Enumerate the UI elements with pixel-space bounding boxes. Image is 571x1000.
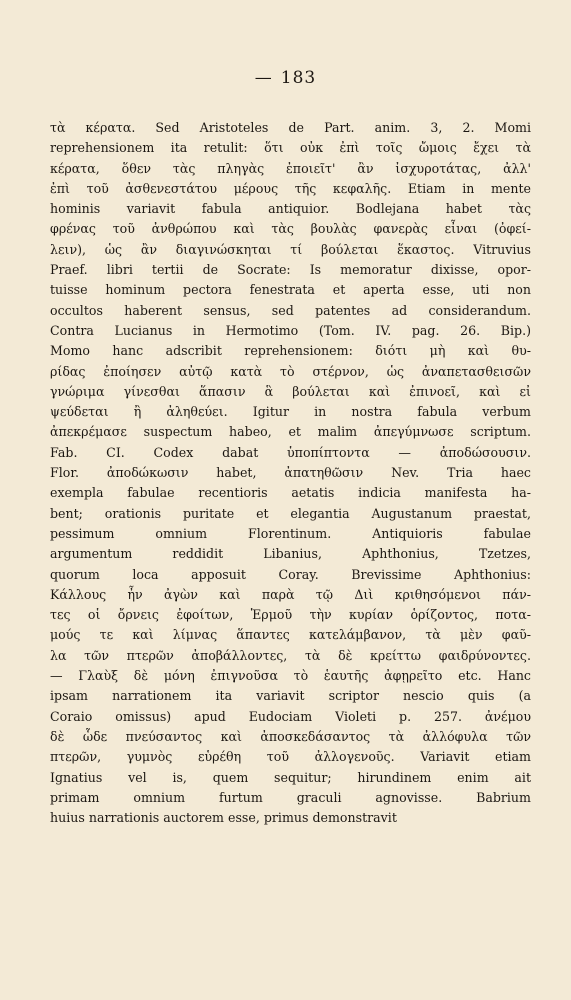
page-number-value: 183	[280, 68, 317, 88]
text-line: Praef. libri tertii de Socrate: Is memoratur dixisse, opor-	[50, 262, 531, 278]
text-line: hominis variavit fabula antiquior. Bodlejana habet τὰς	[50, 201, 531, 217]
text-line: τες οἱ ὄρνεις ἐφοίτων, Ἑρμοῦ τὴν κυρίαν ὁρίζοντος, ποτα-	[50, 607, 531, 623]
text-line: Ignatius vel is, quem sequitur; hirundinem enim ait	[50, 769, 531, 785]
text-line: λα τῶν πτερῶν ἀποβάλλοντες, τὰ δὲ κρείττω φαιδρύνοντες.	[50, 647, 531, 663]
text-line: λειν), ὡς ἂν διαγινώσκηται τί βούλεται ἕκαστος. Vitruvius	[50, 241, 531, 257]
page-number-dash: —	[254, 68, 273, 88]
text-line: Flor. ἀποδώκωσιν habet, ἀπατηθῶσιν Nev. Tria haec	[50, 465, 531, 481]
text-line: Coraio omissus) apud Eudociam Violeti p. 257. ἀνέμου	[50, 708, 531, 724]
text-line: Contra Lucianus in Hermotimo (Tom. IV. pag. 26. Bip.)	[50, 322, 531, 338]
text-line: κέρατα, ὅθεν τὰς πληγὰς ἐποιεῖτ' ἂν ἰσχυροτάτας, ἀλλ'	[50, 160, 531, 176]
text-line: Κάλλους ἦν ἀγὼν καὶ παρὰ τῷ Διὶ κριθησόμενοι πάν-	[50, 586, 531, 602]
text-line: μούς τε καὶ λίμνας ἅπαντες κατελάμβανον, τὰ μὲν φαῦ-	[50, 627, 531, 643]
text-line: τὰ κέρατα. Sed Aristoteles de Part. anim. 3, 2. Momi	[50, 120, 531, 135]
text-line: exempla fabulae recentioris aetatis indicia manifesta ha-	[50, 485, 531, 501]
text-line: φρένας τοῦ ἀνθρώπου καὶ τὰς βουλὰς φανερὰς εἶναι (ὀφεί-	[50, 221, 531, 237]
text-line: ἐπὶ τοῦ ἀσθενεστάτου μέρους τῆς κεφαλῆς. Etiam in mente	[50, 180, 531, 196]
text-line: ψεύδεται ἢ ἀληθεύει. Igitur in nostra fabula verbum	[50, 404, 531, 420]
text-line: pessimum omnium Florentinum. Antiquioris fabulae	[50, 525, 531, 541]
text-line: ρίδας ἐποίησεν αὐτῷ κατὰ τὸ στέρνον, ὡς ἀναπετασθεισῶν	[50, 363, 531, 379]
text-line: δὲ ὧδε πνεύσαντος καὶ ἀποσκεδάσαντος τὰ ἀλλόφυλα τῶν	[50, 728, 531, 744]
text-line: occultos haberent sensus, sed patentes ad considerandum.	[50, 302, 531, 318]
page-number	[0, 68, 571, 88]
text-line: argumentum reddidit Libanius, Aphthonius, Tzetzes,	[50, 546, 531, 562]
text-line: bent; orationis puritate et elegantia Augustanum praestat,	[50, 505, 531, 521]
text-line: Momo hanc adscribit reprehensionem: διότι μὴ καὶ θυ-	[50, 343, 531, 359]
text-line: huius narrationis auctorem esse, primus demonstravit	[50, 810, 397, 826]
text-line: Fab. CI. Codex dabat ὑποπίπτοντα — ἀποδώσουσιν.	[50, 444, 531, 460]
body-text	[50, 118, 531, 828]
text-line: quorum loca apposuit Coray. Brevissime Aphthonius:	[50, 566, 531, 582]
text-line: πτερῶν, γυμνὸς εὑρέθη τοῦ ἀλλογενοῦς. Variavit etiam	[50, 749, 531, 765]
text-line: tuisse hominum pectora fenestrata et aperta esse, uti non	[50, 282, 531, 298]
text-line: primam omnium furtum graculi agnovisse. Babrium	[50, 789, 531, 805]
text-line: — Γλαὺξ δὲ μόνη ἐπιγνοῦσα τὸ ἑαυτῆς ἀφῃρεῖτο etc. Hanc	[50, 668, 531, 684]
text-line: reprehensionem ita retulit: ὅτι οὐκ ἐπὶ τοῖς ὤμοις ἔχει τὰ	[50, 140, 531, 156]
text-line: γνώριμα γίνεσθαι ἅπασιν ἃ βούλεται καὶ ἐπινοεῖ, καὶ εἰ	[50, 383, 531, 399]
text-line: ἀπεκρέμασε suspectum habeo, et malim ἀπεγύμνωσε scriptum.	[50, 424, 531, 440]
text-line: ipsam narrationem ita variavit scriptor nescio quis (a	[50, 688, 531, 704]
